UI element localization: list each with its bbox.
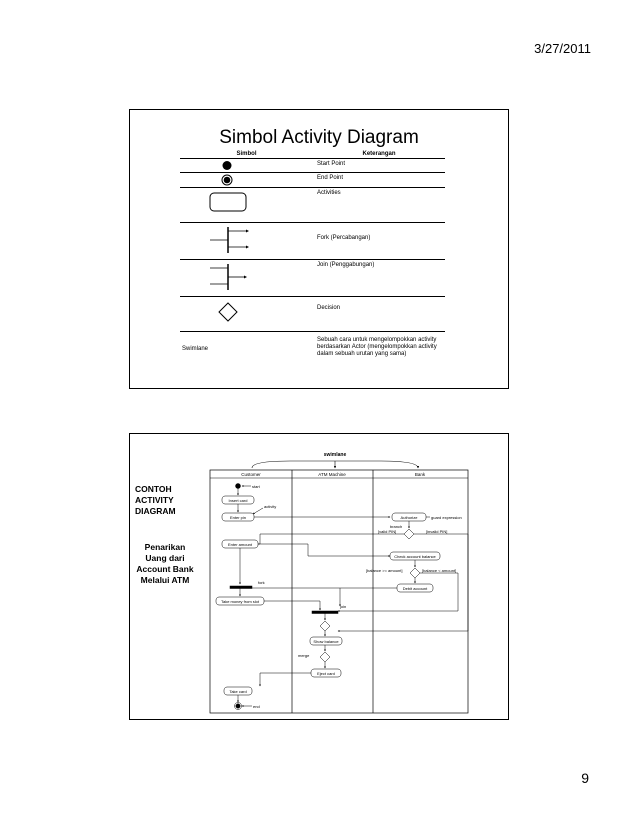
end-point-symbol — [180, 173, 313, 188]
table-row — [180, 260, 445, 297]
row-desc: Start Point — [313, 159, 445, 173]
start-point-icon — [180, 159, 311, 172]
example-title: CONTOH ACTIVITY DIAGRAM — [135, 484, 176, 516]
lane-bank: Bank — [414, 472, 426, 477]
label-guard: guard expression — [431, 515, 462, 520]
table-row — [180, 297, 445, 332]
text-authorize: Authorize — [400, 515, 418, 520]
col-header-desc: Keterangan — [313, 150, 445, 159]
slide-symbol-table — [129, 109, 509, 389]
activity-icon — [180, 188, 311, 222]
guard-balance-ok: [balance >= amount] — [366, 568, 403, 573]
label-branch: branch — [390, 524, 403, 529]
end-node — [236, 704, 240, 708]
merge-node — [320, 652, 330, 662]
decision-icon — [180, 297, 311, 331]
table-row — [180, 223, 445, 260]
swimlane-symbol-label: Swimlane — [182, 345, 209, 352]
slide-activity-example — [129, 433, 509, 720]
row-desc: End Point — [313, 173, 445, 188]
start-point-symbol — [180, 159, 313, 173]
guard-balance-low: [balance < amount] — [422, 568, 457, 573]
text-debit-account: Debit account — [402, 586, 428, 591]
guard-valid-pin: [valid PIN] — [378, 529, 397, 534]
swimlane-brace — [252, 461, 418, 468]
text-show-balance: Show balance — [313, 639, 339, 644]
slide-title: Simbol Activity Diagram — [219, 127, 419, 148]
label-merge: merge — [298, 653, 310, 658]
text-insert-card: Insert card — [228, 498, 248, 503]
table-header-row — [180, 150, 445, 159]
decision-symbol — [180, 297, 313, 332]
label-start: start — [252, 484, 260, 489]
end-point-icon — [180, 173, 311, 187]
slide-date: 3/27/2011 — [534, 41, 591, 56]
table-row — [180, 332, 445, 366]
symbol-table — [180, 150, 445, 366]
label-end: end — [253, 704, 260, 709]
text-check-balance: Check account balance — [394, 554, 436, 559]
join-icon — [180, 260, 311, 296]
label-join: join — [340, 604, 347, 609]
join-bar — [312, 611, 338, 614]
activity-symbol — [180, 188, 313, 223]
decision-pin — [404, 529, 414, 539]
fork-bar — [230, 586, 252, 589]
text-enter-pin: Enter pin — [229, 515, 247, 520]
label-fork: fork — [258, 580, 265, 585]
table-row — [180, 188, 445, 223]
guard-invalid-pin: [invalid PIN] — [426, 529, 448, 534]
join-symbol — [180, 260, 313, 297]
row-desc: Activities — [313, 188, 445, 223]
col-header-symbol: Simbol — [180, 150, 313, 159]
row-desc: Fork (Percabangan) — [313, 223, 445, 260]
text-take-card: Take card — [229, 689, 247, 694]
start-node — [236, 484, 241, 489]
lane-atm: ATM Machine — [318, 472, 346, 477]
swimlane-label: swimlane — [323, 452, 347, 458]
activity-diagram — [190, 446, 480, 716]
page-number: 9 — [581, 770, 589, 786]
table-row — [180, 159, 445, 173]
example-subtitle: Penarikan Uang dari Account Bank Melalui ATM — [136, 542, 194, 585]
text-eject-card: Eject card — [317, 671, 335, 676]
row-desc: Decision — [313, 297, 445, 332]
table-row — [180, 173, 445, 188]
text-take-money: Take money from slot — [220, 599, 260, 604]
decision-balance — [410, 568, 420, 578]
text-enter-amount: Enter amount — [227, 542, 253, 547]
row-desc: Sebuah cara untuk mengelompokkan activity berdasarkan Actor (mengelompokkan activity dalam sebuah urutan yang sama) — [317, 337, 437, 357]
label-activity: activity — [264, 504, 277, 509]
decision-3 — [320, 621, 330, 631]
fork-icon — [180, 223, 311, 259]
fork-symbol — [180, 223, 313, 260]
row-desc: Join (Penggabungan) — [313, 260, 445, 297]
lane-customer: Customer — [241, 472, 261, 477]
